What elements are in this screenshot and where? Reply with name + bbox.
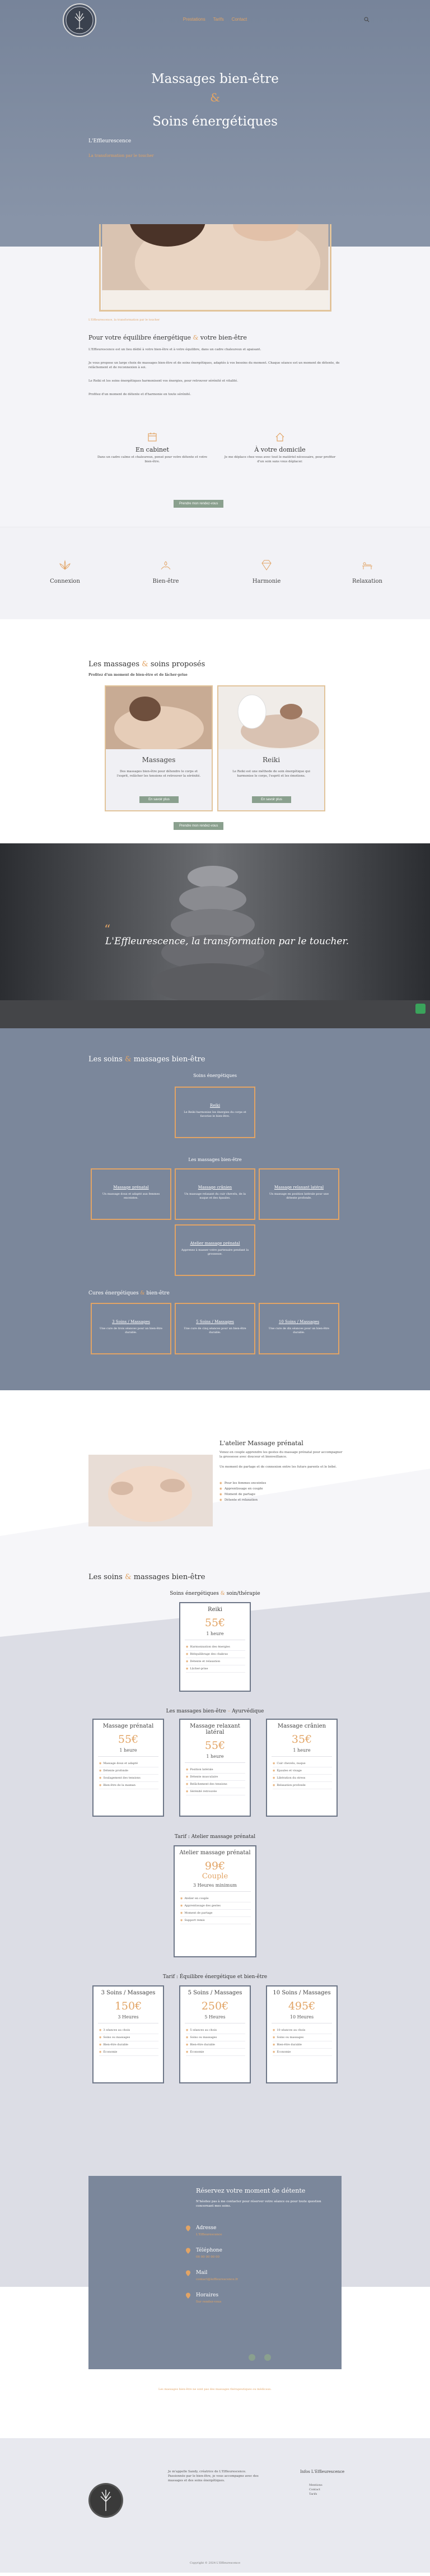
price-feature: ◉ Moment de partage — [180, 1910, 251, 1917]
pricing-group-energy-post: soin/thérapie — [226, 1591, 260, 1596]
care-heading-post: massages bien-être — [133, 1055, 205, 1064]
price-card-cure-5-price: 250€ — [201, 2000, 229, 2012]
prenatal-title: L'atelier Massage prénatal — [219, 1440, 303, 1447]
care-heading-pre: Les soins — [88, 1055, 123, 1064]
price-card-lateral-duration: 1 heure — [206, 1754, 224, 1759]
service-card-massages-button[interactable]: En savoir plus — [139, 796, 179, 803]
care-box-cure-10-desc: Une cure de dix séances pour un bien-être durable. — [269, 1327, 329, 1334]
price-feature: ◉ Épaules et visage — [273, 1767, 332, 1775]
care-box-reiki-title: Reiki — [209, 1103, 221, 1108]
footer-link[interactable]: Contact — [309, 2488, 320, 2491]
price-card-cure-3 — [92, 1985, 164, 2083]
price-feature: ◉ Soins ou massages — [99, 2034, 158, 2041]
price-card-lateral-title: Massage relaxant latéral — [190, 1723, 240, 1735]
legal-note: Les massages bien-être ne sont pas des massages thérapeutiques ou médicaux. — [158, 2388, 272, 2391]
price-card-cure-10-duration: 10 Heures — [289, 2015, 314, 2020]
massage-card-image — [106, 686, 212, 749]
pricing-heading-amp: & — [124, 1573, 132, 1581]
search-icon[interactable] — [364, 17, 370, 22]
service-card-massages — [105, 685, 213, 811]
price-feature: ◉ Relâchement des tensions — [186, 1781, 245, 1788]
care-cures-pre: Cures énergétiques — [88, 1291, 139, 1296]
services-heading-amp: & — [142, 660, 148, 669]
price-card-atelier-duration: 3 Heures minimum — [193, 1883, 237, 1888]
price-feature: ◉ Lâcher-prise — [186, 1665, 245, 1673]
price-card-prenatal-duration: 1 heure — [119, 1748, 137, 1753]
back-massage-image — [101, 224, 330, 310]
price-feature: ◉ Détente profonde — [99, 1767, 158, 1775]
price-feature: ◉ Atelier en couple — [180, 1895, 251, 1902]
photo-caption: L'Effleurescence, la transformation par le toucher — [88, 318, 160, 322]
care-box-prenatal-title: Massage prénatal — [113, 1185, 149, 1190]
price-feature: ◉ Soins ou massages — [273, 2034, 332, 2041]
pricing-group-massages — [0, 1709, 430, 1714]
price-feature: ◉ Bien-être durable — [99, 2041, 158, 2049]
price-card-atelier-title: Atelier massage prénatal — [179, 1850, 251, 1856]
price-card-cure-10-list — [267, 2027, 336, 2056]
pricing-heading-post: massages bien-être — [133, 1573, 205, 1581]
intro-paragraph-4: Profitez d'un moment de détente et d'harmonie en toute sérénité. — [88, 393, 191, 396]
care-box-reiki-desc: Le Reiki harmonise les énergies du corps et favorise le bien-être. — [184, 1111, 246, 1118]
price-card-cure-3-price: 150€ — [114, 2000, 142, 2012]
contact-address-value: L'Effleurescence — [196, 2233, 222, 2236]
care-box-cure-3[interactable] — [91, 1303, 171, 1354]
contact-mail-value[interactable]: contact@leffleurescence.fr — [196, 2278, 239, 2281]
price-feature: ◉ Support remis — [180, 1917, 251, 1924]
care-box-reiki[interactable] — [175, 1087, 255, 1138]
hero-title-line2: Soins énergétiques — [152, 114, 278, 129]
price-card-cranien — [266, 1719, 338, 1817]
value-bien-etre — [143, 558, 188, 584]
care-box-cure-10[interactable] — [259, 1303, 339, 1354]
prenatal-photo — [88, 1455, 213, 1526]
option-domicile — [224, 431, 336, 464]
intro-heading-amp: & — [193, 334, 199, 341]
prenatal-paragraph-1: Venez en couple apprendre les gestes du massage prénatal pour accompagner la grossesse avec douceur et bienveillance. — [219, 1451, 343, 1459]
price-feature: ◉ Bien-être durable — [273, 2041, 332, 2049]
calendar-icon — [147, 431, 158, 443]
price-card-atelier — [174, 1845, 256, 1957]
book-appointment-button[interactable]: Prendre mon rendez-vous — [174, 500, 223, 508]
mail-icon — [185, 2270, 191, 2277]
intro-heading-post: votre bien-être — [200, 334, 247, 341]
intro-paragraph-3: Le Reiki et les soins énergétiques harmonisent vos énergies, pour retrouver sérénité et vitalité. — [88, 379, 238, 383]
care-cures-post: bien-être — [146, 1291, 170, 1296]
care-subheading-cures — [88, 1291, 170, 1296]
hero-ampersand: & — [210, 91, 220, 104]
care-box-prenatal-desc: Un massage doux et adapté aux femmes enceintes. — [102, 1192, 160, 1200]
price-card-cranien-list — [267, 1760, 336, 1789]
care-heading — [88, 1055, 205, 1064]
contact-hours-label: Horaires — [196, 2292, 219, 2298]
service-card-reiki-desc: Le Reiki est une méthode de soin énergétique qui harmonise le corps, l'esprit et les émotions. — [232, 770, 310, 778]
price-feature: ◉ 10 séances au choix — [273, 2027, 332, 2034]
price-card-cure-10-price: 495€ — [288, 2000, 316, 2012]
price-feature: ◉ Harmonisation des énergies — [186, 1644, 245, 1651]
reiki-card-image — [218, 686, 324, 749]
value-bien-etre-label: Bien-être — [152, 578, 179, 584]
nav-item-tarifs[interactable]: Tarifs — [213, 17, 224, 22]
footer-about: Je m'appelle Sandy, créatrice de L'Effleurescence. Passionnée par le bien-être, je vous accompagne avec des massages et des soins énergétiques. — [168, 2470, 259, 2482]
lotus-icon — [58, 558, 72, 573]
price-card-cure-5-duration: 5 Heures — [204, 2015, 226, 2020]
contact-address-label: Adresse — [196, 2225, 217, 2231]
service-card-massages-title: Massages — [142, 756, 176, 764]
price-card-prenatal-list — [94, 1760, 163, 1789]
price-card-lateral — [179, 1719, 251, 1817]
care-box-cure-5-desc: Une cure de cinq séances pour un bien-être durable. — [184, 1327, 246, 1334]
contact-phone-label: Téléphone — [196, 2248, 222, 2253]
price-card-cure-5-title: 5 Soins / Massages — [188, 1990, 242, 1996]
care-box-cure-10-title: 10 Soins / Massages — [278, 1320, 320, 1324]
price-feature: ◉ Cuir chevelu, nuque — [273, 1760, 332, 1767]
nav-item-contact[interactable]: Contact — [231, 17, 247, 22]
massage-table-icon — [360, 558, 375, 573]
care-cures-amp: & — [140, 1291, 145, 1296]
price-feature: ◉ Détente et relaxation — [186, 1658, 245, 1665]
care-box-lateral-desc: Un massage en position latérale pour une détente profonde. — [269, 1192, 329, 1200]
pricing-group-energy-amp: & — [220, 1591, 225, 1596]
price-feature: ◉ 3 séances au choix — [99, 2027, 158, 2034]
care-box-cure-3-desc: Une cure de trois séances pour un bien-être durable. — [100, 1327, 162, 1334]
hero-brand: L'Effleurescence — [88, 138, 132, 144]
location-pin-icon — [185, 2225, 191, 2232]
values-section — [0, 527, 430, 619]
pricing-group-massages-pre: Les massages bien-être — [166, 1709, 226, 1714]
care-box-atelier-title: Atelier massage prénatal — [190, 1241, 240, 1246]
quote-banner — [0, 843, 430, 1028]
phone-icon — [185, 2248, 191, 2254]
price-card-lateral-list — [180, 1766, 250, 1795]
site-footer — [0, 2438, 430, 2573]
price-feature: ◉ Massage doux et adapté — [99, 1760, 158, 1767]
intro-heading — [88, 334, 247, 341]
care-box-cranien-title: Massage crânien — [198, 1185, 232, 1190]
price-card-prenatal — [92, 1719, 164, 1817]
price-feature: ◉ Détente musculaire — [186, 1774, 245, 1781]
services-heading-pre: Les massages — [88, 660, 139, 669]
nav-item-prestations[interactable]: Prestations — [183, 17, 205, 22]
pricing-group-massages-post: Ayurvédique — [232, 1709, 264, 1714]
contact-description: N'hésitez pas à me contacter pour réserver votre séance ou pour toute question concernant mes soins. — [196, 2200, 321, 2208]
pricing-section — [0, 1558, 430, 2147]
pricing-group-atelier: Tarif : Atelier massage prénatal — [174, 1834, 256, 1840]
value-harmonie-label: Harmonie — [252, 578, 281, 584]
value-relaxation-label: Relaxation — [352, 578, 382, 584]
contact-mail-label: Mail — [196, 2270, 208, 2276]
price-feature: ◉ Sérénité retrouvée — [186, 1788, 245, 1795]
hero-tagline: La transformation par le toucher — [88, 154, 154, 158]
prenatal-section — [0, 1390, 430, 1558]
tree-of-life-icon — [88, 2483, 123, 2518]
chat-widget-button[interactable] — [415, 1004, 426, 1014]
home-icon — [274, 431, 286, 443]
option-domicile-title: À votre domicile — [254, 446, 306, 453]
services-subtitle: Profitez d'un moment de bien-être et de lâcher-prise — [88, 673, 188, 677]
footer-links — [309, 2483, 322, 2496]
value-connexion — [43, 558, 87, 584]
quote-mark-icon: “ — [104, 923, 111, 937]
price-feature: ◉ Bien-être durable — [186, 2041, 245, 2049]
intro-paragraph-1: L'Effleurescence est un lieu dédié à votre bien-être et à votre équilibre, dans un cadre chaleureux et apaisant. — [88, 348, 261, 351]
price-card-cure-3-duration: 3 Heures — [118, 2015, 139, 2020]
price-card-cure-5-list — [180, 2027, 250, 2056]
care-box-cure-5-title: 5 Soins / Massages — [196, 1320, 234, 1324]
banner-quote: L'Effleurescence, la transformation par le toucher. — [105, 936, 349, 947]
service-card-reiki-title: Reiki — [262, 756, 281, 764]
price-card-reiki-list — [180, 1644, 250, 1673]
value-harmonie — [244, 558, 289, 584]
price-feature: ◉ 5 séances au choix — [186, 2027, 245, 2034]
prenatal-list-item: ◉ Détente et relaxation — [219, 1498, 258, 1503]
price-card-cure-5 — [179, 1985, 251, 2083]
price-card-reiki-title: Reiki — [208, 1607, 222, 1613]
price-feature: ◉ Économie — [186, 2049, 245, 2056]
spa-hands-icon — [158, 558, 173, 573]
price-card-atelier-list — [175, 1895, 255, 1924]
diamond-icon — [259, 558, 274, 573]
facebook-icon[interactable] — [249, 2354, 255, 2361]
care-box-cranien-desc: Un massage relaxant du cuir chevelu, de la nuque et des épaules. — [184, 1192, 246, 1200]
care-box-cranien[interactable] — [175, 1168, 255, 1220]
prenatal-list-item: ◉ Moment de partage — [219, 1492, 255, 1497]
price-feature: ◉ Soulagement des tensions — [99, 1775, 158, 1782]
footer-copyright: Copyright © 2024 L'Effleurescence — [189, 2561, 241, 2565]
services-heading-post: soins proposés — [150, 660, 205, 669]
price-card-reiki-price: 55€ — [204, 1617, 226, 1629]
price-feature: ◉ Économie — [273, 2049, 332, 2056]
price-feature: ◉ Relaxation profonde — [273, 1782, 332, 1789]
care-box-atelier-desc: Apprenez à masser votre partenaire pendant la grossesse. — [181, 1248, 249, 1256]
footer-link[interactable]: Mentions — [309, 2484, 322, 2487]
hero-title-line1: Massages bien-être — [151, 72, 279, 86]
price-divider — [272, 1756, 332, 1757]
footer-link[interactable]: Tarifs — [309, 2493, 317, 2496]
service-card-massages-desc: Des massages bien-être pour détendre le corps et l'esprit, relâcher les tensions et retrouver la sérénité. — [116, 770, 201, 778]
price-card-cure-3-title: 3 Soins / Massages — [101, 1990, 156, 1996]
price-card-cure-10 — [266, 1985, 338, 2083]
pricing-group-massages-dash: – — [227, 1709, 231, 1714]
contact-title: Réservez votre moment de détente — [196, 2187, 306, 2194]
price-card-atelier-price: 99€ — [204, 1860, 226, 1872]
intro-section — [0, 224, 430, 527]
footer-right-title: Infos L'Effleurescence — [300, 2470, 345, 2474]
price-card-prenatal-title: Massage prénatal — [102, 1723, 154, 1729]
care-box-lateral-title: Massage relaxant latéral — [274, 1185, 324, 1190]
price-card-reiki-duration: 1 heure — [206, 1631, 224, 1636]
option-cabinet-title: En cabinet — [135, 446, 169, 453]
instagram-icon[interactable] — [264, 2354, 271, 2361]
price-card-lateral-price: 55€ — [204, 1739, 226, 1752]
care-box-prenatal[interactable] — [91, 1168, 171, 1220]
care-subheading-massages: Les massages bien-être — [188, 1157, 242, 1162]
contact-section — [0, 2147, 430, 2438]
option-cabinet — [96, 431, 208, 464]
pregnant-belly-image — [88, 1455, 213, 1526]
intro-heading-pre: Pour votre équilibre énergétique — [88, 334, 191, 341]
care-heading-amp: & — [124, 1055, 132, 1064]
pricing-group-cures: Tarif : Équilibre énergétique et bien-être — [162, 1974, 268, 1980]
massage-photo — [99, 224, 331, 312]
price-feature: ◉ Rééquilibrage des chakras — [186, 1651, 245, 1658]
price-feature: ◉ Économie — [99, 2049, 158, 2056]
price-feature: ◉ Apprentissage des gestes — [180, 1902, 251, 1910]
price-card-cranien-price: 35€ — [291, 1733, 312, 1746]
price-card-cure-3-list — [94, 2027, 163, 2056]
prenatal-list-item: ◉ Apprentissage en couple — [219, 1487, 263, 1492]
care-box-cure-5[interactable] — [175, 1303, 255, 1354]
care-subheading-energy: Soins énergétiques — [193, 1073, 237, 1078]
value-connexion-label: Connexion — [50, 578, 80, 584]
price-feature: ◉ Soins ou massages — [186, 2034, 245, 2041]
price-card-reiki — [179, 1602, 251, 1692]
price-divider — [179, 1891, 251, 1892]
price-feature: ◉ Position latérale — [186, 1766, 245, 1774]
price-card-cure-10-title: 10 Soins / Massages — [273, 1990, 331, 1996]
footer-logo[interactable] — [88, 2483, 123, 2518]
price-divider — [98, 1756, 158, 1757]
service-card-reiki — [217, 685, 325, 811]
services-section — [0, 619, 430, 843]
value-relaxation — [345, 558, 390, 584]
care-box-atelier[interactable] — [175, 1224, 255, 1276]
hero-section — [0, 0, 430, 224]
intro-paragraph-2: Je vous propose un large choix de massages bien-être et de soins énergétiques, adaptés à vos besoins du moment. Chaque séance est un moment de détente, de relâchement et de reconnexion à soi. — [88, 361, 340, 369]
clock-icon — [185, 2292, 191, 2299]
price-card-prenatal-price: 55€ — [118, 1733, 139, 1746]
care-box-lateral[interactable] — [259, 1168, 339, 1220]
price-card-atelier-price-sub: Couple — [202, 1872, 228, 1881]
prenatal-paragraph-2: Un moment de partage et de connexion entre les futurs parents et le bébé. — [219, 1465, 337, 1469]
services-book-button[interactable]: Prendre mon rendez-vous — [174, 822, 223, 830]
price-feature: ◉ Bien-être de la maman — [99, 1782, 158, 1789]
price-divider — [185, 1762, 245, 1763]
contact-hours-value: Sur rendez-vous — [196, 2300, 222, 2304]
pricing-heading — [88, 1573, 205, 1581]
contact-phone-value[interactable]: 06 00 00 00 00 — [196, 2255, 219, 2259]
pricing-group-energy — [0, 1591, 430, 1596]
price-feature: ◉ Libération du stress — [273, 1775, 332, 1782]
option-domicile-desc: Je me déplace chez vous avec tout le matériel nécessaire, pour profiter d'un soin sans vous déplacer. — [224, 456, 336, 463]
services-heading — [88, 660, 205, 669]
care-box-cure-3-title: 3 Soins / Massages — [112, 1320, 150, 1324]
prenatal-background-shape — [0, 1390, 430, 1558]
service-card-reiki-button[interactable]: En savoir plus — [252, 796, 291, 803]
pricing-group-energy-pre: Soins énergétiques — [170, 1591, 219, 1596]
care-section — [0, 1028, 430, 1390]
prenatal-list-item: ◉ Pour les femmes enceintes — [219, 1481, 266, 1486]
pricing-heading-pre: Les soins — [88, 1573, 123, 1581]
price-card-cranien-title: Massage crânien — [277, 1723, 326, 1729]
price-card-cranien-duration: 1 heure — [293, 1748, 311, 1753]
option-cabinet-desc: Dans un cadre calme et chaleureux, pensé pour votre détente et votre bien-être. — [97, 456, 208, 463]
